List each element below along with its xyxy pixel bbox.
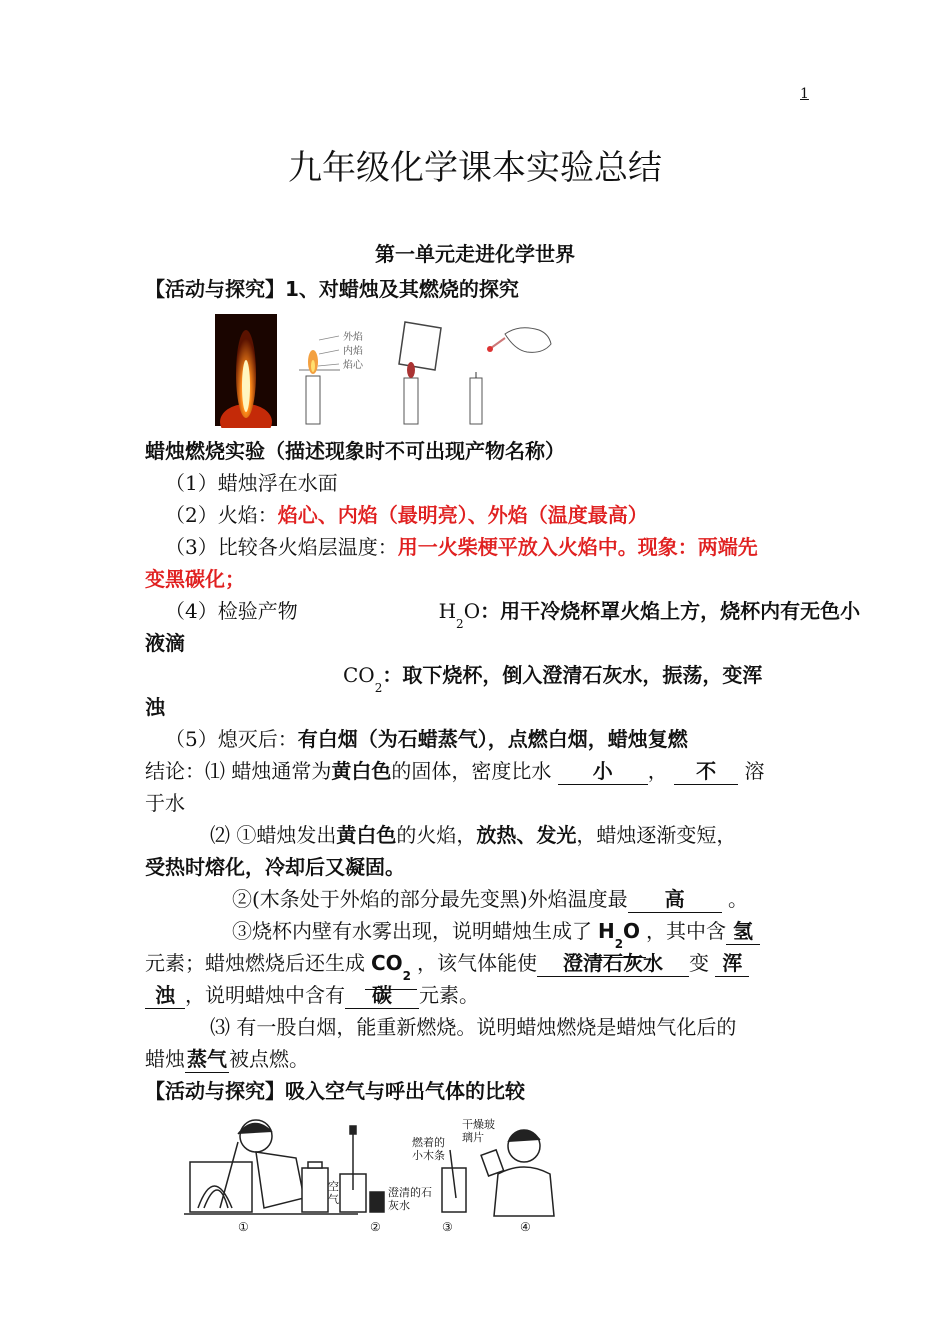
co2-formula: $CO_2$ bbox=[343, 663, 383, 695]
co2-line bbox=[343, 662, 762, 701]
label-burning-stick: 燃着的小木条 bbox=[412, 1136, 445, 1162]
exp-heading: 蜡烛燃烧实验（描述现象时不可出现产物名称） bbox=[145, 439, 565, 463]
blank-turbid-1: 浑 bbox=[715, 950, 749, 977]
co2-text-line2: 浊 bbox=[145, 695, 165, 719]
blank-co2: $CO_2$ bbox=[365, 950, 417, 990]
blank-turbid-2: 浊 bbox=[145, 982, 185, 1009]
blank-limewater: 澄清石灰水 bbox=[537, 950, 689, 977]
h2o-text-line1: 用干冷烧杯罩火焰上方，烧杯内有无色小 bbox=[500, 599, 861, 623]
item1: （1）蜡烛浮在水面 bbox=[165, 471, 338, 495]
page-number: 1 bbox=[800, 86, 809, 102]
label-outer-flame: 外焰 bbox=[343, 332, 363, 343]
extinguished-candle-diagram bbox=[470, 372, 482, 424]
item2-prefix: （2）火焰： bbox=[165, 503, 278, 527]
h2o-colon: ： bbox=[480, 599, 501, 623]
conclusion-1b: 于水 bbox=[145, 791, 185, 815]
activity1-heading bbox=[145, 276, 519, 302]
label-inner-flame: 内焰 bbox=[343, 346, 363, 357]
conclusion-1: 结论：⑴ 蜡烛通常为黄白色的固体，密度比水 小 ， 不 溶 bbox=[145, 759, 765, 783]
beaker-over-candle-diagram bbox=[399, 322, 441, 424]
activity1-title: 1、对蜡烛及其燃烧的探究 bbox=[285, 277, 519, 301]
activity2-heading bbox=[145, 1078, 525, 1104]
activity2-title: 吸入空气与呼出气体的比较 bbox=[285, 1079, 525, 1103]
item4 bbox=[165, 598, 860, 637]
candle-figure bbox=[215, 314, 555, 432]
item5 bbox=[165, 726, 688, 752]
breath-figure bbox=[180, 1112, 600, 1242]
item5-answer: 有白烟（为石蜡蒸气），点燃白烟，蜡烛复燃 bbox=[297, 727, 688, 751]
label-dry-glass: 干燥玻璃片 bbox=[462, 1118, 495, 1144]
item5-prefix: （5）熄灭后： bbox=[165, 727, 298, 751]
blank-high: 高 bbox=[628, 886, 722, 913]
conclusion-3: ②(木条处于外焰的部分最先变黑)外焰温度最 高 。 bbox=[232, 887, 748, 911]
item3 bbox=[165, 534, 758, 560]
h2o-formula: $H_2O$ bbox=[438, 599, 481, 631]
item4-prefix: （4）检验产物 bbox=[165, 599, 298, 623]
figure-num-4: ④ bbox=[520, 1220, 531, 1234]
flame-layers-diagram bbox=[299, 336, 340, 424]
item3-prefix: （3）比较各火焰层温度： bbox=[165, 535, 398, 559]
blank-not: 不 bbox=[674, 758, 738, 785]
page-title: 九年级化学课本实验总结 bbox=[288, 148, 662, 188]
candle-flame-photo bbox=[215, 314, 277, 428]
unit-heading: 第一单元走进化学世界 bbox=[375, 242, 575, 266]
conclusion-2: ⑵ ①蜡烛发出黄白色的火焰，放热、发光，蜡烛逐渐变短， bbox=[210, 823, 737, 847]
label-air: 空气 bbox=[328, 1180, 339, 1206]
dropper-bottle-diagram bbox=[340, 1126, 366, 1212]
match-hand-diagram bbox=[487, 328, 551, 353]
label-flame-core: 焰心 bbox=[343, 360, 363, 371]
blank-hydrogen: 氢 bbox=[726, 918, 760, 945]
figure-num-2: ② bbox=[370, 1220, 381, 1234]
co2-colon: ： bbox=[382, 663, 403, 687]
figure-num-1: ① bbox=[238, 1220, 249, 1234]
co2-text-line1: 取下烧杯，倒入澄清石灰水，振荡，变浑 bbox=[402, 663, 763, 687]
conclusion-5: 元素；蜡烛燃烧后还生成 $CO_2$，该气体能使 澄清石灰水 变 浑 bbox=[145, 950, 749, 990]
conclusion-8: 蜡烛 蒸气 被点燃。 bbox=[145, 1047, 309, 1071]
item3-answer-line2: 变黑碳化； bbox=[145, 567, 245, 591]
item3-answer-line1: 用一火柴梗平放入火焰中。现象：两端先 bbox=[397, 535, 758, 559]
conclusion-4: ③烧杯内壁有水雾出现，说明蜡烛生成了 $H_2O$ ，其中含 氢 bbox=[232, 918, 760, 958]
h2o-text-line2: 液滴 bbox=[145, 631, 185, 655]
figure-num-3: ③ bbox=[442, 1220, 453, 1234]
conclusion-7: ⑶ 有一股白烟，能重新燃烧。说明蜡烛燃烧是蜡烛气化后的 bbox=[210, 1015, 737, 1039]
conclusion-2b: 受热时熔化，冷却后又凝固。 bbox=[145, 855, 405, 879]
air-bottle-diagram bbox=[302, 1162, 328, 1212]
blank-h2o: $H_2O$ bbox=[592, 918, 646, 958]
item2-answer: 焰心、内焰（最明亮）、外焰（温度最高） bbox=[277, 503, 648, 527]
activity2-bracket: 【活动与探究】 bbox=[145, 1079, 285, 1103]
conclusion-6: 浊 ，说明蜡烛中含有 碳 元素。 bbox=[145, 982, 479, 1009]
blank-small: 小 bbox=[558, 758, 648, 785]
label-limewater: 澄清的石灰水 bbox=[388, 1186, 432, 1212]
activity1-bracket: 【活动与探究】 bbox=[145, 277, 285, 301]
blank-carbon: 碳 bbox=[345, 982, 419, 1009]
item2 bbox=[165, 502, 648, 528]
blank-vapor: 蒸气 bbox=[187, 1047, 227, 1071]
